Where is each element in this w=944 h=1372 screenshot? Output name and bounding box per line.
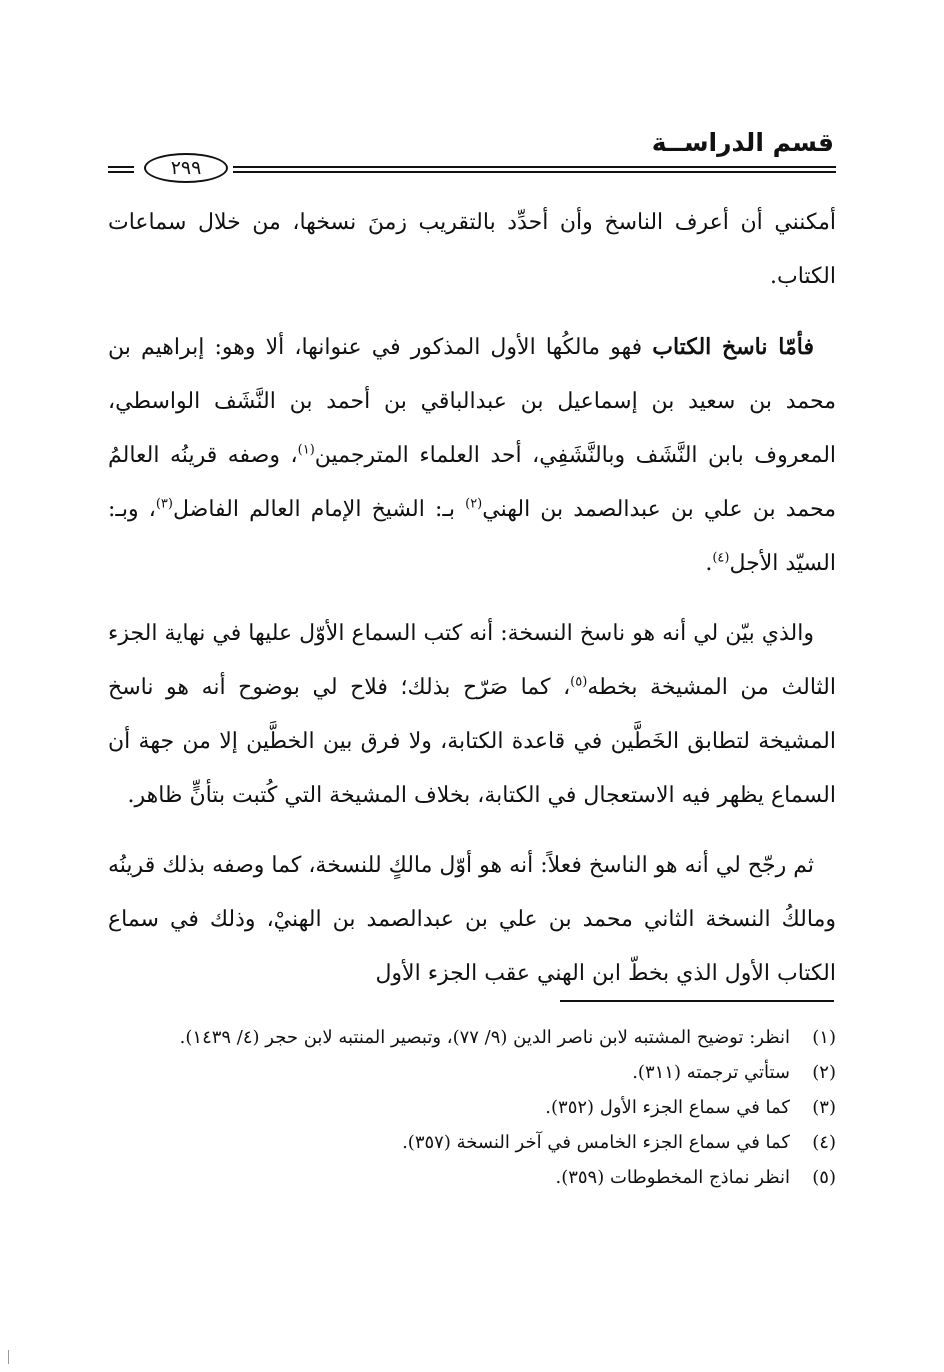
footnote-ref-1[interactable]: (١) xyxy=(297,442,315,458)
paragraph-2 xyxy=(108,320,836,591)
paragraph-2-text-a: فهو مالكُها الأول المذكور في عنوانها، ألا وهو: إبراهيم بن محمد بن سعيد بن إسماعيل بن عبدالباقي بن أحمد بن النَّشَف الواسطي، المعروف بابن النَّشَف وبالنَّشَفِي، أحد العلماء المترجمين xyxy=(108,335,837,468)
footnote-ref-2[interactable]: (٢) xyxy=(465,496,483,512)
paragraph-1-text: أمكنني أن أعرف الناسخ وأن أحدِّد بالتقريب زمنَ نسخها، من خلال سماعات الكتاب. xyxy=(108,210,836,289)
footnote-number: (٥) xyxy=(812,1167,836,1188)
footnote-number: (٣) xyxy=(812,1097,836,1118)
footnote-ref-5[interactable]: (٥) xyxy=(570,674,588,690)
paragraph-2-text-d: ، وبـ: السيّد الأجل xyxy=(108,497,836,576)
paragraph-1 xyxy=(108,196,836,304)
paragraph-3-text-a: والذي بيّن لي أنه هو ناسخ النسخة: أنه كتب السماع الأوّل عليها في نهاية الجزء الثالث من المشيخة بخطه xyxy=(108,621,836,700)
header-rule-left xyxy=(108,165,134,177)
running-header-title: قسم الدراســة xyxy=(651,128,834,157)
footnote-ref-4[interactable]: (٤) xyxy=(712,550,730,566)
paragraph-2-bold-intro: فأمّا ناسخ الكتاب xyxy=(652,334,814,360)
footnote-number: (١) xyxy=(812,1027,836,1048)
scan-margin-mark xyxy=(8,1350,9,1364)
footnote-number: (٢) xyxy=(812,1062,836,1083)
main-text xyxy=(108,196,836,1001)
header-rule-right xyxy=(233,165,836,177)
header-rule xyxy=(108,157,836,185)
footnote-number: (٤) xyxy=(812,1132,836,1153)
footnote-ref-3[interactable]: (٣) xyxy=(155,496,173,512)
footnote-text: كما في سماع الجزء الأول (٣٥٢). xyxy=(545,1097,790,1118)
paragraph-4 xyxy=(108,839,836,1001)
paragraph-2-text-c: بـ: الشيخ الإمام العالم الفاضل xyxy=(172,497,466,522)
footnote-separator xyxy=(560,1000,834,1002)
footnote-text: ستأتي ترجمته (٣١١). xyxy=(632,1062,790,1083)
footnote-1 xyxy=(108,1020,836,1055)
footnote-text: كما في سماع الجزء الخامس في آخر النسخة (٣٥٧). xyxy=(402,1132,790,1153)
footnote-3 xyxy=(108,1090,836,1125)
footnote-2 xyxy=(108,1055,836,1090)
footnote-5 xyxy=(108,1160,836,1195)
paragraph-3 xyxy=(108,607,836,823)
page-number: ٢٩٩ xyxy=(144,153,228,183)
footnotes xyxy=(108,1020,836,1195)
footnote-text: انظر نماذج المخطوطات (٣٥٩). xyxy=(555,1167,790,1188)
paragraph-4-text: ثم رجّح لي أنه هو الناسخ فعلاً: أنه هو أوّل مالكٍ للنسخة، كما وصفه بذلك قرينُه ومالكُ النسخة الثاني محمد بن علي بن عبدالصمد بن الهنيْ، وذلك في سماع الكتاب الأول الذي بخطّ ابن الهني عقب الجزء الأول xyxy=(108,853,836,986)
footnote-4 xyxy=(108,1125,836,1160)
paragraph-2-text-e: . xyxy=(705,551,713,576)
footnote-text: انظر: توضيح المشتبه لابن ناصر الدين (٩/ ٧٧)، وتبصير المنتبه لابن حجر (٤/ ١٤٣٩). xyxy=(179,1027,790,1048)
paragraph-2-text-b: ، وصفه قرينُه العالمُ محمد بن علي بن عبدالصمد بن الهني xyxy=(108,443,837,522)
paragraph-3-text-b: ، كما صَرّح بذلك؛ فلاح لي بوضوح أنه هو ناسخ المشيخة لتطابق الخَطَّين في قاعدة الكتابة، ولا فرق بين الخطَّين إلا من جهة أن السماع يظهر فيه الاستعجال في الكتابة، بخلاف المشيخة التي كُتبت بتأنٍّ ظاهر. xyxy=(108,675,836,808)
